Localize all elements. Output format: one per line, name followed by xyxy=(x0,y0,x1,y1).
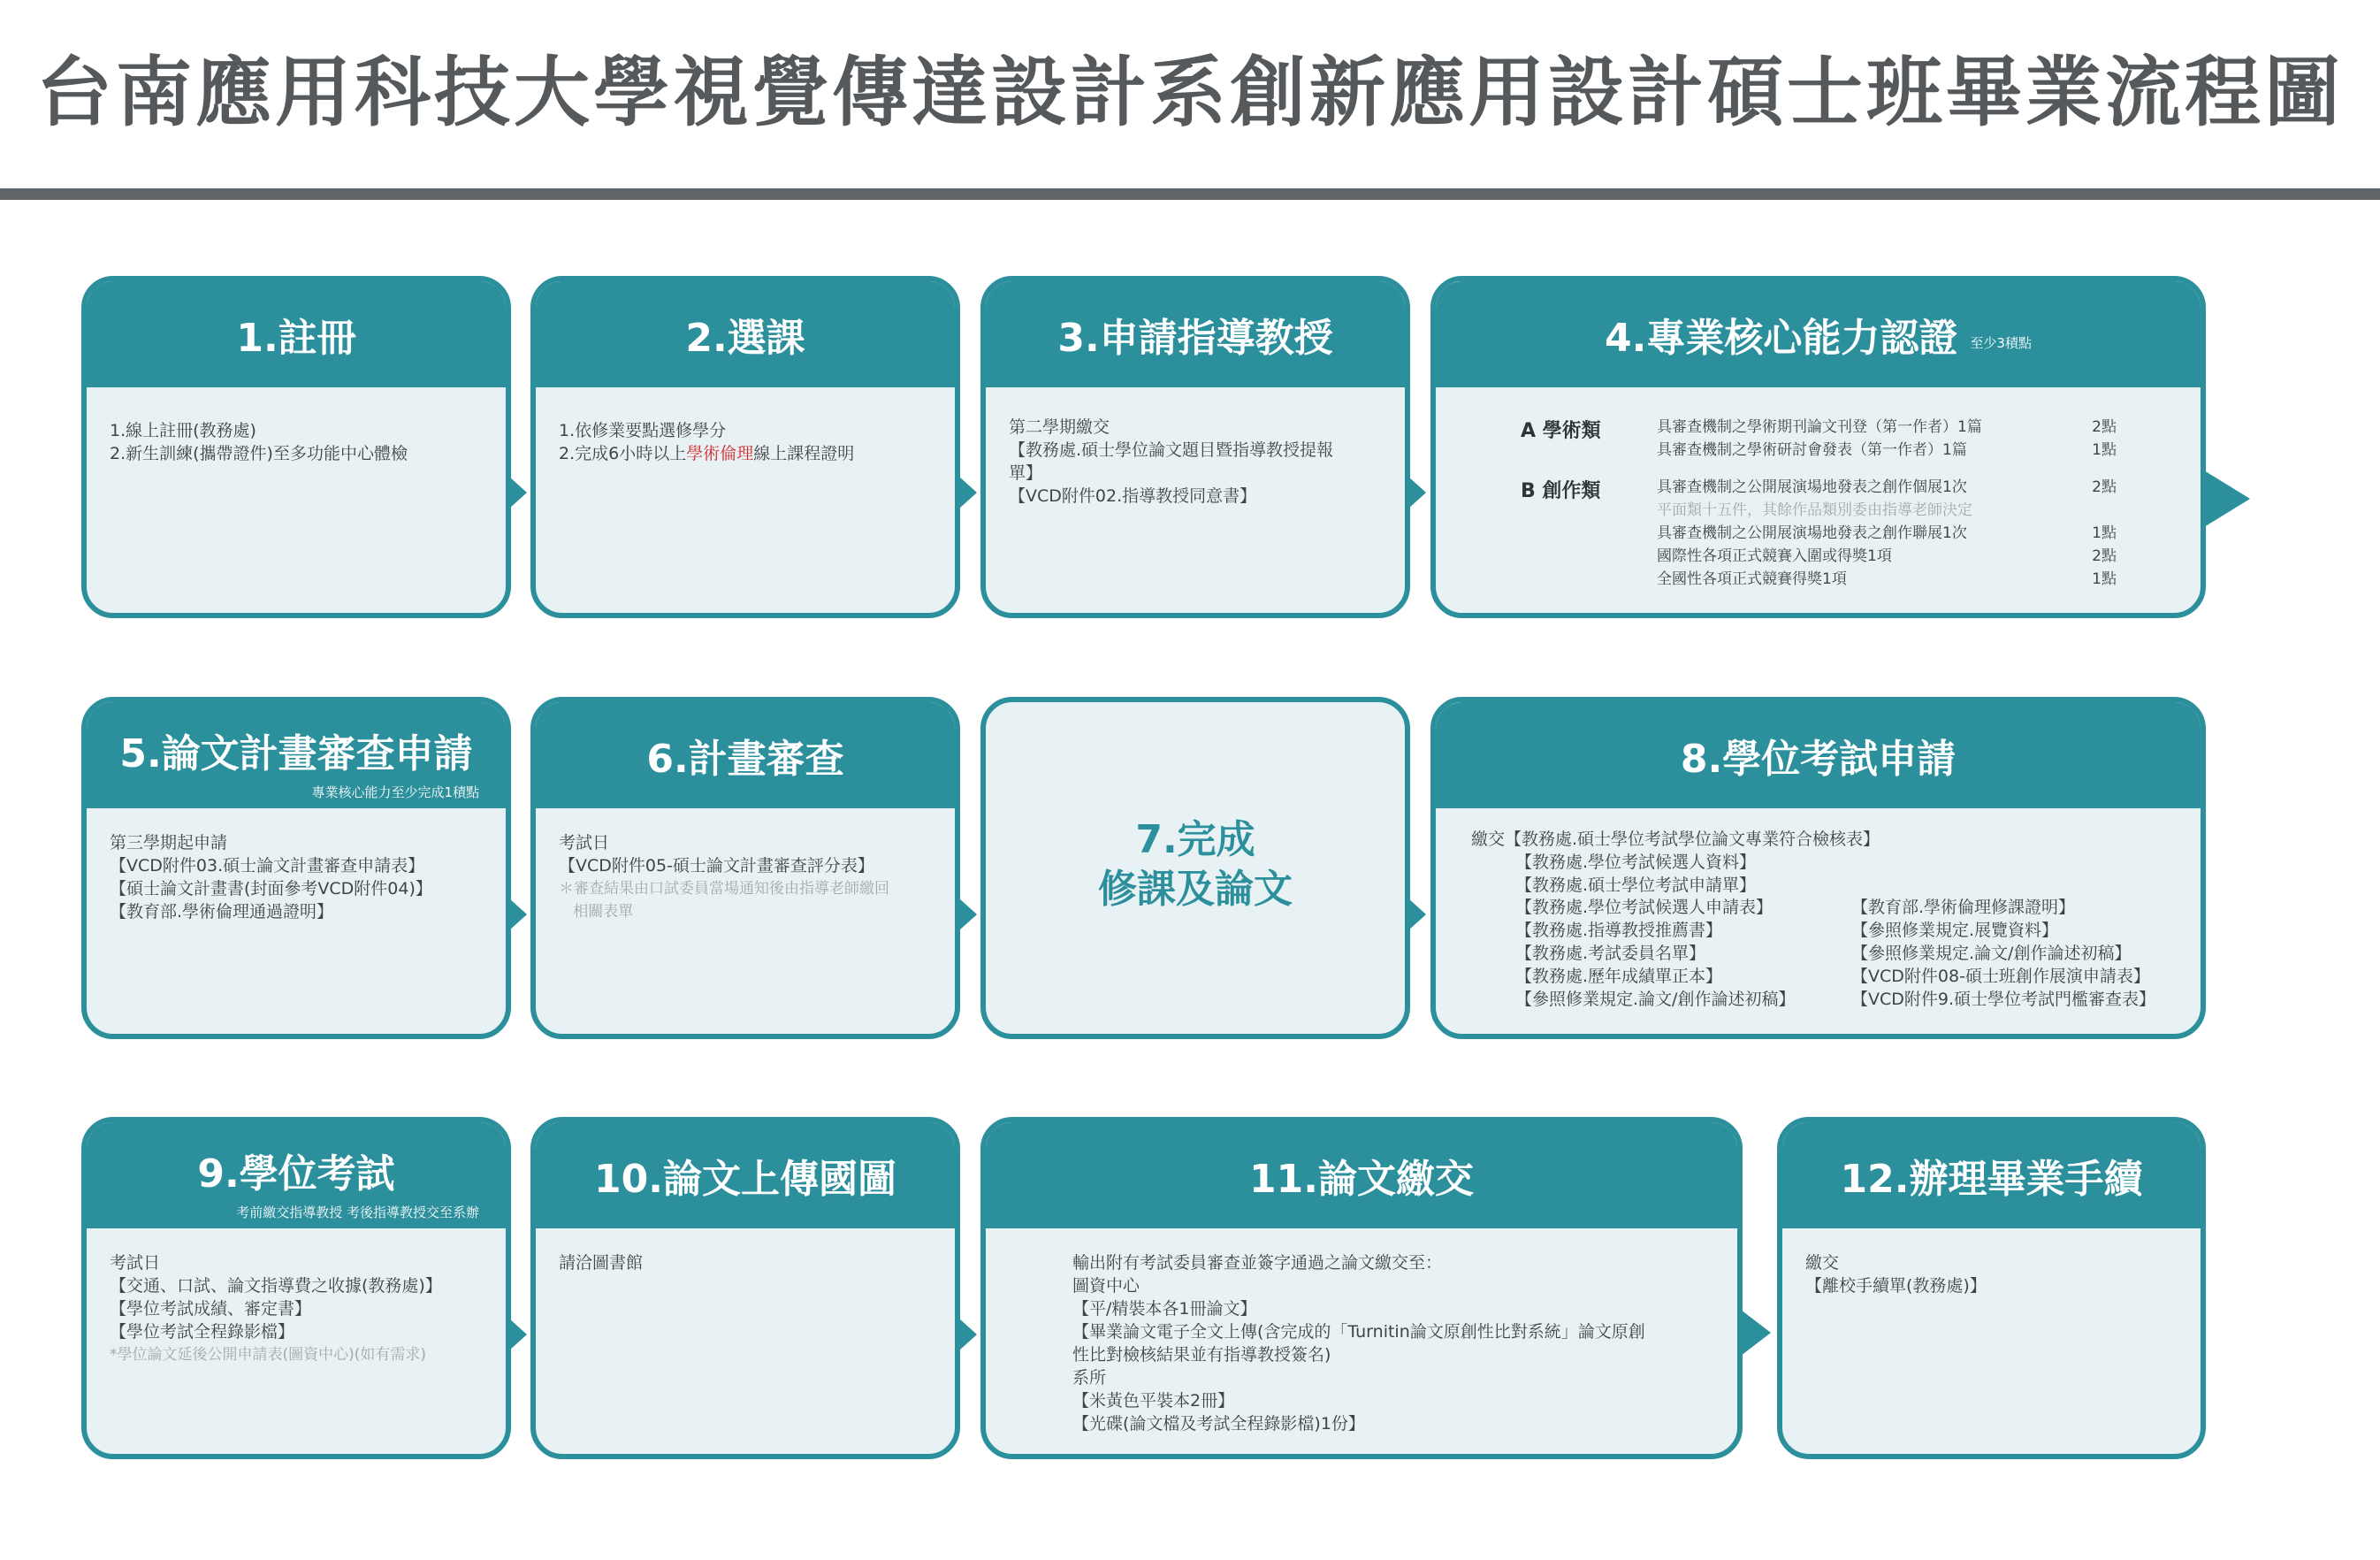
step-1-title: 1.註冊 xyxy=(236,316,356,361)
category-b-row xyxy=(1657,545,2117,568)
doc-item: 【教務處.碩士學位考試申請單】 xyxy=(1515,875,1757,895)
ethics-highlight: 學術倫理 xyxy=(686,444,754,463)
step-11-line: 輸出附有考試委員審查並簽字通過之論文繳交至： xyxy=(1072,1253,1443,1273)
category-a-label: A 學術類 xyxy=(1521,420,1601,442)
step-6-card xyxy=(530,697,960,1039)
step-2-title: 2.選課 xyxy=(685,316,805,361)
step-11-body xyxy=(1072,1251,1721,1435)
criterion-text: 具審查機制之公開展演場地發表之創作聯展1次 xyxy=(1657,524,1967,542)
criterion-text: 具審查機制之學術期刊論文刊登（第一作者）1篇 xyxy=(1657,418,1982,436)
step-12-line: 繳交 xyxy=(1805,1253,1840,1273)
step-7-card xyxy=(980,697,1410,1039)
step-11-line: 【米黃色平裝本2冊】 xyxy=(1072,1391,1235,1411)
step-8-header xyxy=(1436,702,2201,808)
arrow-right-icon xyxy=(1408,477,1426,509)
doc-item: 【教務處.考試委員名單】 xyxy=(1515,943,1706,963)
step-11-card xyxy=(980,1117,1743,1459)
step-6-line: 考試日 xyxy=(559,833,610,853)
category-a-row xyxy=(1657,416,2117,439)
step-2-line: 1.依修業要點選修學分 xyxy=(559,421,727,440)
step-1-header xyxy=(87,281,506,387)
category-b-row xyxy=(1657,522,2117,545)
step-6-header xyxy=(536,702,955,808)
step-12-line: 【離校手續單(教務處)】 xyxy=(1805,1276,1987,1296)
step-6-note: ＊審查結果由口試委員當場通知後由指導老師繳回 xyxy=(559,880,889,898)
doc-item: 【教務處.學位考試候選人申請表】 xyxy=(1515,898,1774,918)
step-12-card xyxy=(1777,1117,2206,1459)
criterion-text: 具審查機制之公開展演場地發表之創作個展1次 xyxy=(1657,478,1967,496)
step-5-subtitle: 專業核心能力至少完成1積點 xyxy=(311,784,479,800)
criterion-points: 2點 xyxy=(2092,547,2117,565)
criterion-points: 2點 xyxy=(2092,418,2117,436)
step-2-card xyxy=(530,276,960,618)
step-12-header xyxy=(1782,1122,2201,1228)
arrow-right-icon xyxy=(959,477,977,509)
arrow-right-icon xyxy=(959,899,977,930)
step-5-line: 第三學期起申請 xyxy=(110,833,228,853)
step-8-first-line: 繳交【教務處.碩士學位考試學位論文專業符合檢核表】 xyxy=(1471,830,1880,849)
step-11-header xyxy=(986,1122,1737,1228)
step-6-note: 相關表單 xyxy=(559,903,634,921)
step-7-text xyxy=(986,815,1405,914)
step-10-line: 請洽圖書館 xyxy=(559,1253,644,1273)
doc-item: 【參照修業規定.論文/創作論述初稿】 xyxy=(1515,989,1796,1009)
arrow-right-icon xyxy=(509,1319,527,1350)
arrow-right-icon xyxy=(1408,899,1426,930)
step-6-body xyxy=(559,831,939,923)
step-4-note: 至少3積點 xyxy=(1970,334,2032,351)
step-2-header xyxy=(536,281,955,387)
step-5-title: 5.論文計畫審查申請 xyxy=(119,731,473,776)
category-b-row xyxy=(1657,476,2117,499)
step-5-line: 【教育部.學術倫理通過證明】 xyxy=(110,902,334,921)
doc-item: 【教務處.歷年成績單正本】 xyxy=(1515,966,1723,986)
doc-item: 【參照修業規定.論文/創作論述初稿】 xyxy=(1851,943,2132,963)
step-11-line: 【平/精裝本各1冊論文】 xyxy=(1072,1299,1257,1319)
arrow-right-icon xyxy=(509,477,527,509)
step-8-left-list xyxy=(1515,852,1795,1012)
step-8-title: 8.學位考試申請 xyxy=(1680,737,1957,782)
doc-item: 【教育部.學術倫理修課證明】 xyxy=(1851,898,2076,918)
criterion-points: 1點 xyxy=(2092,570,2117,588)
step-2-body xyxy=(559,419,939,465)
criterion-points: 1點 xyxy=(2092,441,2117,459)
title-divider xyxy=(0,188,2380,200)
step-4-title: 4.專業核心能力認證 xyxy=(1605,316,1958,361)
step-5-line: 【VCD附件03.碩士論文計畫審查申請表】 xyxy=(110,856,425,876)
step-3-body xyxy=(1009,416,1389,508)
step-9-line: 【學位考試全程錄影檔】 xyxy=(110,1322,295,1342)
step-1-body xyxy=(110,419,490,465)
step-1-line: 1.線上註冊(教務處) xyxy=(110,421,256,440)
step-11-line: 圖資中心 xyxy=(1072,1276,1140,1296)
step-3-line: 【VCD附件02.指導教授同意書】 xyxy=(1009,486,1257,506)
step-9-subtitle: 考前繳交指導教授 考後指導教授交至系辦 xyxy=(236,1204,479,1220)
step-5-body xyxy=(110,831,490,923)
criterion-text: 國際性各項正式競賽入圍或得獎1項 xyxy=(1657,547,1892,565)
step-9-note: *學位論文延後公開申請表(圖資中心)(如有需求) xyxy=(110,1346,427,1364)
step-9-title: 9.學位考試 xyxy=(197,1151,395,1197)
step-5-line: 【碩士論文計畫書(封面參考VCD附件04)】 xyxy=(110,879,432,899)
step-9-card xyxy=(81,1117,511,1459)
category-a-row xyxy=(1657,439,2117,462)
step-12-title: 12.辦理畢業手續 xyxy=(1840,1157,2143,1202)
step-9-header xyxy=(87,1122,506,1228)
step-8-card xyxy=(1430,697,2206,1039)
step-9-line: 考試日 xyxy=(110,1253,161,1273)
doc-item: 【教務處.學位考試候選人資料】 xyxy=(1515,852,1757,872)
step-11-title: 11.論文繳交 xyxy=(1249,1157,1474,1202)
arrow-right-icon xyxy=(1741,1310,1771,1356)
step-3-line: 第二學期繳交 xyxy=(1009,417,1110,437)
doc-item: 【VCD附件9.碩士學位考試門檻審查表】 xyxy=(1851,989,2156,1009)
criterion-text: 全國性各項正式競賽得獎1項 xyxy=(1657,570,1847,588)
step-11-line: 【光碟(論文檔及考試全程錄影檔)1份】 xyxy=(1072,1414,1365,1434)
step-3-line: 【教務處.碩士學位論文題目暨指導教授提報 xyxy=(1009,440,1334,460)
page-title: 台南應用科技大學視覺傳達設計系創新應用設計碩士班畢業流程圖 xyxy=(36,49,2344,137)
criterion-text: 具審查機制之學術研討會發表（第一作者）1篇 xyxy=(1657,441,1967,459)
doc-item: 【參照修業規定.展覽資料】 xyxy=(1851,921,2059,941)
step-3-line: 單】 xyxy=(1009,463,1043,483)
step-8-right-list xyxy=(1851,897,2155,1011)
category-b-label: B 創作類 xyxy=(1521,480,1601,502)
criterion-points: 2點 xyxy=(2092,478,2117,496)
step-12-body xyxy=(1805,1251,2185,1297)
arrow-right-icon xyxy=(2204,470,2250,527)
step-3-title: 3.申請指導教授 xyxy=(1057,316,1333,361)
step-1-line: 2.新生訓練(攜帶證件)至多功能中心體檢 xyxy=(110,444,408,463)
step-11-line: 性比對檢核結果並有指導教授簽名) xyxy=(1072,1345,1331,1365)
step-11-line: 【畢業論文電子全文上傳(含完成的「Turnitin論文原創性比對系統」論文原創 xyxy=(1072,1322,1645,1342)
step-9-line: 【交通、口試、論文指導費之收據(教務處)】 xyxy=(110,1276,442,1296)
step-7-line: 修課及論文 xyxy=(1098,867,1293,912)
doc-item: 【教務處.指導教授推薦書】 xyxy=(1515,921,1723,941)
step-10-card xyxy=(530,1117,960,1459)
step-7-line: 7.完成 xyxy=(1135,817,1255,862)
criterion-text: 平面類十五件，其餘作品類別委由指導老師決定 xyxy=(1657,501,1972,519)
step-10-header xyxy=(536,1122,955,1228)
step-9-body xyxy=(110,1251,490,1366)
step-2-line-text: 2.完成6小時以上 xyxy=(559,444,687,463)
arrow-right-icon xyxy=(959,1319,977,1350)
step-1-card xyxy=(81,276,511,618)
criterion-points: 1點 xyxy=(2092,524,2117,542)
step-3-header xyxy=(986,281,1405,387)
step-9-line: 【學位考試成績、審定書】 xyxy=(110,1299,312,1319)
step-3-card xyxy=(980,276,1410,618)
step-11-line: 系所 xyxy=(1072,1368,1107,1388)
step-6-line: 【VCD附件05-碩士論文計畫審查評分表】 xyxy=(559,856,874,876)
step-2-line-text: 線上課程證明 xyxy=(753,444,855,463)
step-6-title: 6.計畫審查 xyxy=(646,737,844,782)
step-2-line xyxy=(559,442,939,465)
step-5-card xyxy=(81,697,511,1039)
step-4-header xyxy=(1436,281,2201,387)
arrow-right-icon xyxy=(509,899,527,930)
step-10-body xyxy=(559,1251,939,1274)
step-4-card xyxy=(1430,276,2206,618)
category-b-note xyxy=(1657,499,2117,522)
category-b-row xyxy=(1657,568,2117,591)
step-10-title: 10.論文上傳國圖 xyxy=(594,1157,896,1202)
doc-item: 【VCD附件08-碩士班創作展演申請表】 xyxy=(1851,966,2150,986)
step-5-header xyxy=(87,702,506,808)
